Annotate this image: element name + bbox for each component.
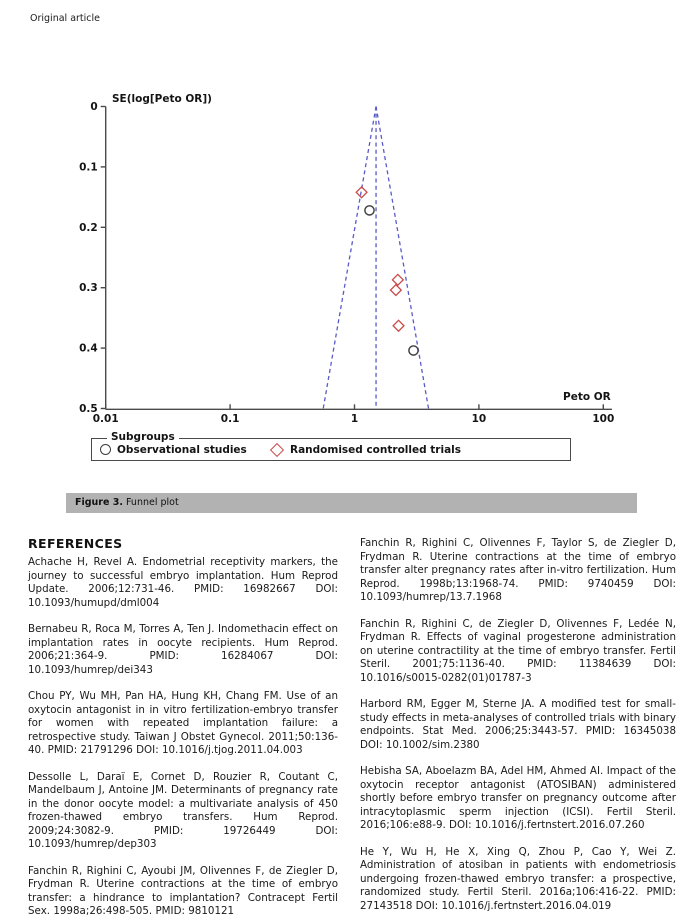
legend-item-label: Observational studies xyxy=(117,443,247,456)
y-axis-title: SE(log[Peto OR]) xyxy=(112,93,212,105)
references-heading: REFERENCES xyxy=(28,536,123,551)
x-axis-title: Peto OR xyxy=(563,391,611,403)
reference-item: Fanchin R, Righini C, de Ziegler D, Olivennes F, Ledée N, Frydman R. Effects of vaginal progesterone administration on uterine contractility at the time of embryo transfer. Fertil Steril. 2001;75:1136-40. PMID: 11384639 DOI: 10.1016/s0015-0282(01)01787-3 xyxy=(360,617,676,684)
reference-item: Bernabeu R, Roca M, Torres A, Ten J. Indomethacin effect on implantation rates in oocyte recipients. Hum Reprod. 2006;21:364-9. PMID: 16284067 DOI: 10.1093/humrep/dei343 xyxy=(28,623,338,676)
figure-caption xyxy=(66,493,637,513)
article-type-label: Original article xyxy=(30,13,100,24)
reference-item: Chou PY, Wu MH, Pan HA, Hung KH, Chang FM. Use of an oxytocin antagonist in in vitro fertilization-embryo transfer for women with repeated implantation failure: a retrospective study. Taiwan J Obstet Gynecol. 2011;50:136-40. PMID: 21791296 DOI: 10.1016/j.tjog.2011.04.003 xyxy=(28,690,338,756)
reference-item: Hebisha SA, Aboelazm BA, Adel HM, Ahmed AI. Impact of the oxytocin receptor antagonist (ATOSIBAN) administered shortly before embryo transfer on pregnancy outcome after intracytoplasmic sperm injection (ICSI). Fertil Steril. 2016;106:e88-9. DOI: 10.1016/j.fertnstert.2016.07.260 xyxy=(360,765,676,831)
reference-item: Harbord RM, Egger M, Sterne JA. A modified test for small-study effects in meta-analyses of controlled trials with binary endpoints. Stat Med. 2006;25:3443-57. PMID: 16345038 DOI: 10.1002/sim.2380 xyxy=(360,698,676,751)
svg-text:0.1: 0.1 xyxy=(220,412,240,425)
reference-item: Dessolle L, Daraï E, Cornet D, Rouzier R, Coutant C, Mandelbaum J, Antoine JM. Determinants of pregnancy rate in the donor oocyte model: a multivariate analysis of 450 frozen-thawed embryo transfers. Hum Reprod. 2009;24:3082-9. PMID: 19726449 DOI: 10.1093/humrep/dep303 xyxy=(28,770,338,850)
svg-text:0.5: 0.5 xyxy=(79,403,98,415)
legend-item-rct xyxy=(270,439,461,460)
reference-item: He Y, Wu H, He X, Xing Q, Zhou P, Cao Y, Wei Z. Administration of atosiban in patients with endometriosis undergoing frozen-thawed embryo transfer: a prospective, randomized study. Fertil Steril. 2016a;106:416-22. PMID: 27143518 DOI: 10.1016/j.fertnstert.2016.04.019 xyxy=(360,845,676,912)
reference-item: Achache H, Revel A. Endometrial receptivity markers, the journey to successful embryo implantation. Hum Reprod Update. 2006;12:731-46. PMID: 16982667 DOI: 10.1093/humupd/dml004 xyxy=(28,556,338,609)
references-column-left xyxy=(28,556,338,923)
svg-text:0.3: 0.3 xyxy=(79,282,98,295)
svg-text:1: 1 xyxy=(350,412,359,425)
svg-text:0.2: 0.2 xyxy=(79,221,98,234)
legend-item-label: Randomised controlled trials xyxy=(290,443,462,456)
svg-text:0.01: 0.01 xyxy=(92,412,119,425)
figure-caption-text: Funnel plot xyxy=(122,497,179,508)
diamond-marker-icon xyxy=(270,442,284,456)
legend-title: Subgroups xyxy=(107,431,179,443)
reference-item: Fanchin R, Righini C, Olivennes F, Taylor S, de Ziegler D, Frydman R. Uterine contractions at the time of embryo transfer alter pregnancy rates after in-vitro fertilization. Hum Reprod. 1998b;13:1968-74. PMID: 9740459 DOI: 10.1093/humrep/13.7.1968 xyxy=(360,537,676,603)
plot-legend xyxy=(91,431,571,461)
svg-text:100: 100 xyxy=(592,412,615,425)
svg-text:0.4: 0.4 xyxy=(79,342,98,355)
circle-marker-icon xyxy=(100,444,111,455)
references-column-right xyxy=(360,537,676,923)
legend-item-observational xyxy=(100,439,247,460)
reference-item: Fanchin R, Righini C, Ayoubi JM, Olivennes F, de Ziegler D, Frydman R. Uterine contractions at the time of embryo transfer: a hindrance to implantation? Contracept Fertil Sex. 1998a;26:498-505. PMID: 9810121 xyxy=(28,864,338,917)
svg-text:0: 0 xyxy=(90,101,98,113)
svg-text:10: 10 xyxy=(471,412,487,425)
figure-caption-label: Figure 3. xyxy=(75,497,123,508)
svg-text:0.1: 0.1 xyxy=(79,161,98,174)
